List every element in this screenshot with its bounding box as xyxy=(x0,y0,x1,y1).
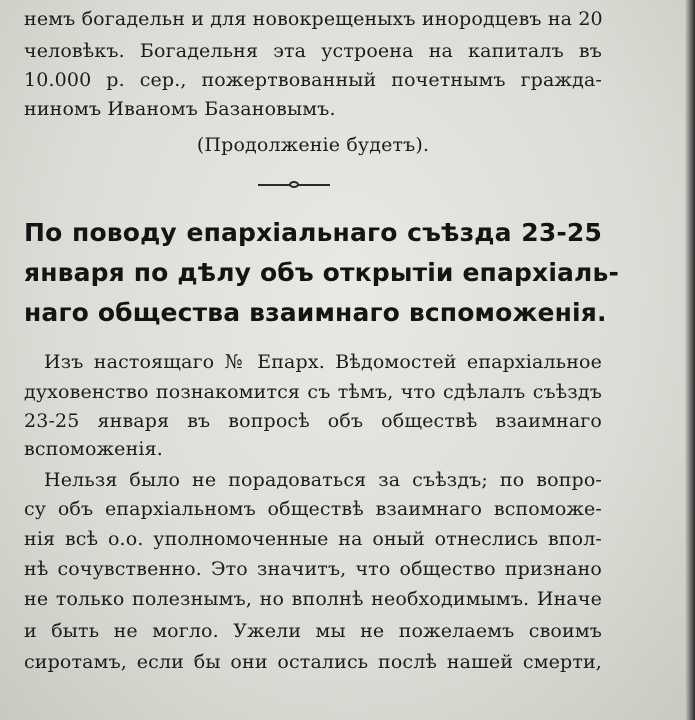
paragraph-1-line-3: 23-25 января въ вопросѣ объ обществѣ взаимнаго xyxy=(24,410,602,432)
paragraph-2-line-7: сиротамъ, если бы они остались послѣ нашей смерти, xyxy=(24,651,602,673)
text-line-1: немъ богадельн и для новокрещеныхъ инородцевъ на 20 xyxy=(24,8,603,30)
paragraph-1-line-2: духовенство познакомится съ тѣмъ, что сдѣлалъ съѣздъ xyxy=(24,381,602,403)
paragraph-2-line-1: Нельзя было не порадоваться за съѣздъ; по вопро- xyxy=(44,469,602,491)
paragraph-2-line-6: и быть не могло. Ужели мы не пожелаемъ своимъ xyxy=(24,620,602,642)
page-edge-shadow xyxy=(685,0,695,720)
section-divider-ornament xyxy=(289,181,299,188)
continued-note: (Продолженіе будетъ). xyxy=(196,134,430,156)
paragraph-1-line-1: Изъ настоящаго № Епарх. Вѣдомостей епархіальное xyxy=(44,351,602,373)
paragraph-2-line-4: нѣ сочувственно. Это значитъ, что общество признано xyxy=(24,558,602,580)
text-line-3: 10.000 р. сер., пожертвованный почетнымъ гражда- xyxy=(24,69,602,91)
article-heading-line-2: января по дѣлу объ открытіи епархіаль- xyxy=(24,258,620,287)
article-heading-line-1: По поводу епархіальнаго съѣзда 23-25 xyxy=(24,218,602,247)
paragraph-1-line-4: вспоможенія. xyxy=(24,438,163,460)
paragraph-2-line-3: нія всѣ о.о. уполномоченные на оный отнеслись впол- xyxy=(24,528,602,550)
text-line-2: человѣкъ. Богадельня эта устроена на капиталъ въ xyxy=(24,40,602,62)
text-line-4: ниномъ Иваномъ Базановымъ. xyxy=(24,98,336,120)
paragraph-2-line-5: не только полезнымъ, но вполнѣ необходимымъ. Иначе xyxy=(24,588,602,610)
article-heading-line-3: наго общества взаимнаго вспоможенія. xyxy=(24,298,607,327)
paragraph-2-line-2: су объ епархіальномъ обществѣ взаимнаго вспоможе- xyxy=(24,498,602,520)
